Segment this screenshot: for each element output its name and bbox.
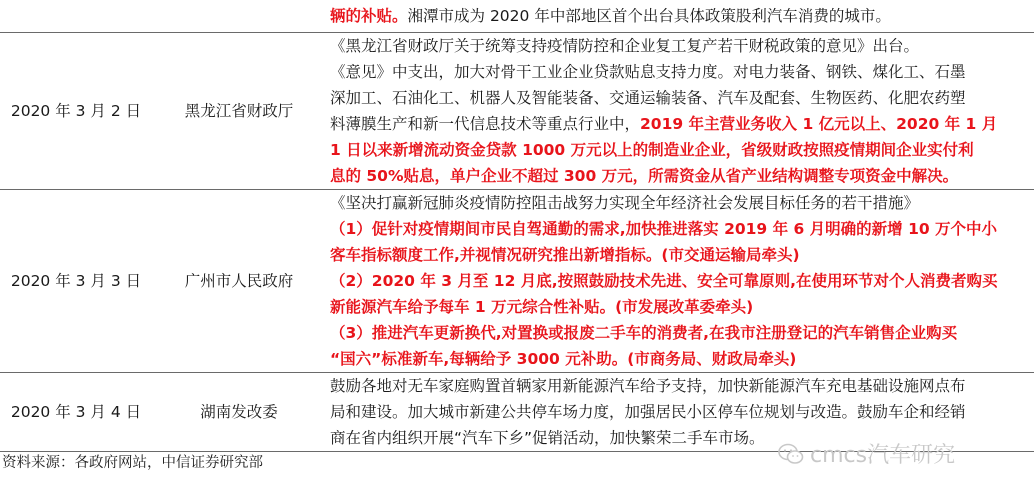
body-text: 商在省内组织开展“汽车下乡”促销活动，加快繁荣二手车市场。 (330, 428, 765, 447)
table-row (0, 0, 1034, 32)
policy-line (330, 373, 1028, 399)
body-text: 湘潭市成为 2020 年中部地区首个出台具体政策股利汽车消费的城市。 (407, 6, 891, 25)
highlighted-text: 1 日以来新增流动资金贷款 1000 万元以上的制造业企业，省级财政按照疫情期间企业实付利 (330, 140, 974, 159)
highlighted-text: 辆的补贴。 (330, 6, 408, 25)
body-text: 《意见》中支出，加大对骨干工业企业贷款贴息支持力度。对电力装备、钢铁、煤化工、石墨 (330, 62, 966, 81)
body-text: 鼓励各地对无车家庭购置首辆家用新能源汽车给予支持，加快新能源汽车充电基础设施网点布 (330, 376, 966, 395)
highlighted-text: 新能源汽车给予每车 1 万元综合性补贴。(市发展改革委牵头) (330, 297, 754, 316)
policy-line (330, 190, 1028, 216)
body-text: 局和建设。加大城市新建公共停车场力度，加强居民小区停车位规划与改造。鼓励车企和经销 (330, 402, 966, 421)
body-text: 料薄膜生产和新一代信息技术等重点行业中， (330, 114, 641, 133)
highlighted-text: （1）促针对疫情期间市民自驾通勤的需求,加快推进落实 2019 年 6 月明确的新增 10 万个中小 (330, 219, 998, 238)
body-text: 《坚决打赢新冠肺炎疫情防控阻击战努力实现全年经济社会发展目标任务的若干措施》 (330, 193, 920, 212)
highlighted-text: 2019 年主营业务收入 1 亿元以上、2020 年 1 月 (640, 114, 998, 133)
date-cell: 2020 年 3 月 4 日 (10, 402, 142, 421)
policy-line (330, 163, 1028, 189)
department-cell: 黑龙江省财政厅 (184, 101, 294, 120)
policy-line (330, 33, 1028, 59)
watermark (778, 438, 955, 469)
department-cell (152, 0, 326, 32)
table-row (0, 189, 1034, 372)
policy-line (330, 346, 1028, 372)
policy-line (330, 268, 1028, 294)
policy-line (330, 294, 1028, 320)
date-cell: 2020 年 3 月 2 日 (10, 101, 142, 120)
watermark-text: cmcs汽车研究 (810, 443, 956, 468)
highlighted-text: （2）2020 年 3 月至 12 月底,按照鼓励技术先进、安全可靠原则,在使用环节对个人消费者购买 (330, 271, 998, 290)
policy-line (330, 137, 1028, 163)
table-row (0, 32, 1034, 189)
department-cell: 湖南发改委 (200, 402, 278, 421)
policy-line (330, 111, 1028, 137)
policy-line (330, 59, 1028, 85)
highlighted-text: 息的 50%贴息，单户企业不超过 300 万元，所需资金从省产业结构调整专项资金中解决。 (330, 166, 959, 185)
body-text: 《黑龙江省财政厅关于统筹支持疫情防控和企业复工复产若干财税政策的意见》出台。 (330, 36, 920, 55)
policy-content-cell (326, 189, 1034, 372)
highlighted-text: （3）推进汽车更新换代,对置换或报废二手车的消费者,在我市注册登记的汽车销售企业购买 (330, 323, 958, 342)
policy-line (330, 399, 1028, 425)
policy-content-cell (326, 32, 1034, 189)
source-note: 资料来源：各政府网站，中信证券研究部 (2, 455, 263, 471)
policy-line (330, 3, 1028, 29)
wechat-icon (778, 443, 804, 465)
policy-line (330, 242, 1028, 268)
policy-content-cell (326, 0, 1034, 32)
policy-line (330, 320, 1028, 346)
highlighted-text: “国六”标准新车,每辆给予 3000 元补助。(市商务局、财政局牵头) (330, 349, 797, 368)
body-text: 深加工、石油化工、机器人及智能装备、交通运输装备、汽车及配套、生物医药、化肥农药塑 (330, 88, 966, 107)
policy-line (330, 216, 1028, 242)
highlighted-text: 客车指标额度工作,并视情况研究推出新增指标。(市交通运输局牵头) (330, 245, 800, 264)
date-cell (0, 0, 152, 32)
department-cell: 广州市人民政府 (184, 271, 294, 290)
policy-line (330, 85, 1028, 111)
date-cell: 2020 年 3 月 3 日 (10, 271, 142, 290)
